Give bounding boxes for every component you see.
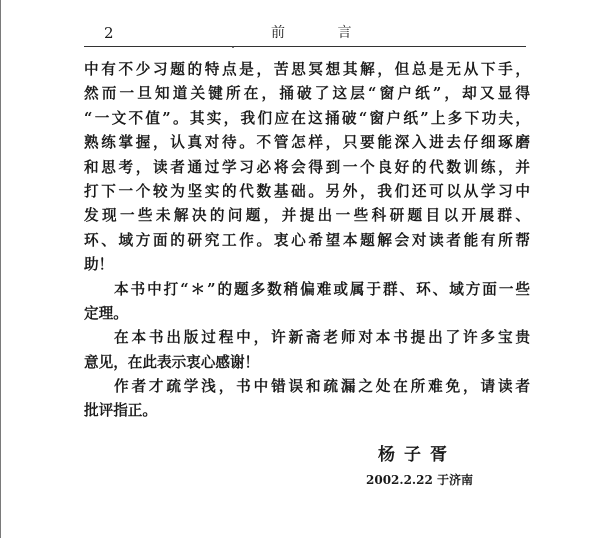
date-place: 2002.2.22 于济南	[366, 473, 473, 487]
text-line: 意见，在此表示衷心感谢！	[84, 353, 260, 371]
text-line: 中有不少习题的特点是，苦思冥想其解，但总是无从下手，	[84, 61, 530, 78]
text-line: 打下一个较为坚实的代数基础。另外，我们还可以从学习中	[84, 182, 530, 200]
text-line: 作者才疏学浅，书中错误和疏漏之处在所难免，请读者	[114, 378, 530, 396]
author-signature: 杨子胥	[378, 445, 456, 465]
text-line: 熟练掌握，认真对待。不管怎样，只要能深入进去仔细琢磨	[84, 134, 530, 152]
text-line: 和思考，读者通过学习必将会得到一个良好的代数训练，并	[84, 158, 530, 176]
page-header	[84, 22, 526, 47]
page-left-border	[0, 0, 1, 538]
paragraph	[84, 326, 530, 375]
paragraph	[84, 58, 530, 278]
running-title: 前 言	[271, 25, 376, 41]
paragraph	[84, 278, 530, 327]
text-line: 批评指正。	[84, 402, 157, 420]
print-speck	[232, 46, 234, 48]
text-line: 本书中打“＊”的题多数稍偏难或属于群、环、域方面一些	[114, 280, 530, 298]
preface-body	[84, 58, 530, 424]
text-line: 然而一旦知道关键所在，捅破了这层“窗户纸”，却又显得	[84, 85, 530, 103]
text-line: 定理。	[84, 304, 128, 322]
text-line: 助！	[84, 256, 114, 274]
text-line: “一文不值”。其实，我们应在这捅破“窗户纸”上多下功夫，	[84, 109, 530, 127]
text-line: 发现一些未解决的问题，并提出一些科研题目以开展群、	[84, 207, 530, 225]
paragraph	[84, 375, 530, 424]
page-number: 2	[104, 24, 114, 42]
text-line: 环、域方面的研究工作。衷心希望本题解会对读者能有所帮	[84, 231, 530, 249]
text-line: 在本书出版过程中，许新斋老师对本书提出了许多宝贵	[114, 329, 530, 347]
